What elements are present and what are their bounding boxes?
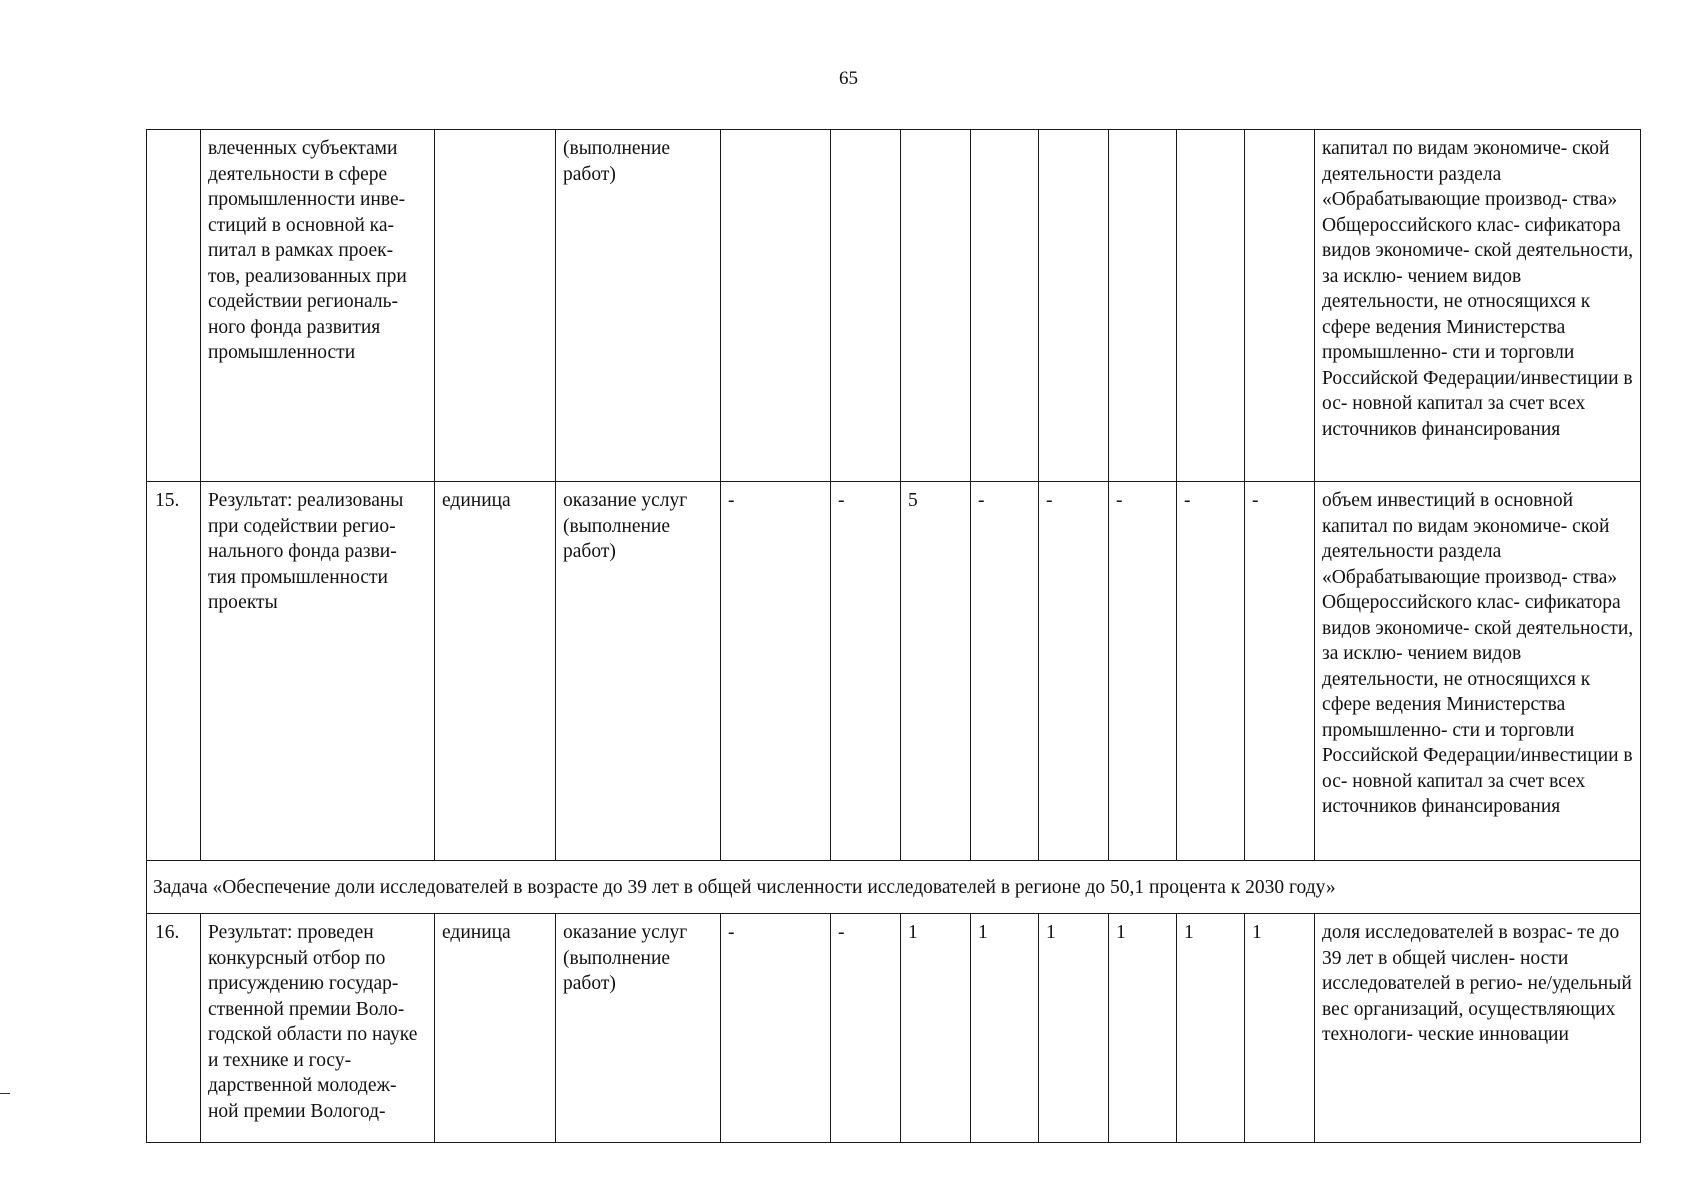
task-row <box>147 861 1641 914</box>
result-name-cell: Результат: реализованы при содействии регио- нального фонда разви- тия промышленности проекты <box>201 482 435 861</box>
value-cell: - <box>721 914 831 1143</box>
row-number-cell: 15. <box>147 482 201 861</box>
value-cell <box>1109 130 1177 482</box>
value-cell: - <box>971 482 1039 861</box>
value-cell <box>901 130 971 482</box>
document-table-container <box>146 129 1640 1143</box>
value-cell: 1 <box>1039 914 1109 1143</box>
value-cell <box>1245 130 1315 482</box>
results-table <box>146 129 1641 1143</box>
linked-indicator-cell: объем инвестиций в основной капитал по видам экономиче- ской деятельности раздела «Обрабатывающие производ- ства» Общероссийского клас- сификатора видов экономиче- ской деятельности, за исклю- чением видов деятельности, не относящихся к сфере ведения Министерства промышленно- сти и торговли Российской Федерации/инвестиции в ос- новной капитал за счет всех источников финансирования <box>1315 482 1641 861</box>
value-cell: - <box>831 482 901 861</box>
value-cell: 1 <box>971 914 1039 1143</box>
value-cell: 5 <box>901 482 971 861</box>
value-cell: - <box>1039 482 1109 861</box>
row-number-cell: 16. <box>147 914 201 1143</box>
table-row <box>147 914 1641 1143</box>
result-type-cell: оказание услуг (выполнение работ) <box>556 482 721 861</box>
value-cell: 1 <box>1109 914 1177 1143</box>
result-name-cell: влеченных субъектами деятельности в сфере промышленности инве- стиций в основной ка- питал в рамках проек- тов, реализованных при содействии региональ- ного фонда развития промышленности <box>201 130 435 482</box>
value-cell: - <box>831 914 901 1143</box>
value-cell: 1 <box>1177 914 1245 1143</box>
linked-indicator-cell: капитал по видам экономиче- ской деятельности раздела «Обрабатывающие производ- ства» Общероссийского клас- сификатора видов экономиче- ской деятельности, за исклю- чением видов деятельности, не относящихся к сфере ведения Министерства промышленно- сти и торговли Российской Федерации/инвестиции в ос- новной капитал за счет всех источников финансирования <box>1315 130 1641 482</box>
unit-cell: единица <box>435 914 556 1143</box>
value-cell <box>721 130 831 482</box>
value-cell <box>1039 130 1109 482</box>
scan-margin-mark <box>0 1093 10 1094</box>
value-cell: 1 <box>901 914 971 1143</box>
value-cell: - <box>1245 482 1315 861</box>
unit-cell: единица <box>435 482 556 861</box>
value-cell: - <box>1109 482 1177 861</box>
value-cell <box>1177 130 1245 482</box>
row-number-cell <box>147 130 201 482</box>
unit-cell <box>435 130 556 482</box>
value-cell: - <box>721 482 831 861</box>
value-cell <box>971 130 1039 482</box>
value-cell: - <box>1177 482 1245 861</box>
result-type-cell: (выполнение работ) <box>556 130 721 482</box>
table-row <box>147 482 1641 861</box>
result-name-cell: Результат: проведен конкурсный отбор по присуждению государ- ственной премии Воло- годской области по науке и технике и госу- дарственной молодеж- ной премии Вологод- <box>201 914 435 1143</box>
linked-indicator-cell: доля исследователей в возрас- те до 39 лет в общей числен- ности исследователей в регио- не/удельный вес организаций, осуществляющих технологи- ческие инновации <box>1315 914 1641 1143</box>
result-type-cell: оказание услуг (выполнение работ) <box>556 914 721 1143</box>
value-cell <box>831 130 901 482</box>
task-heading-cell: Задача «Обеспечение доли исследователей в возрасте до 39 лет в общей численности исследователей в регионе до 50,1 процента к 2030 году» <box>147 861 1641 914</box>
value-cell: 1 <box>1245 914 1315 1143</box>
table-row <box>147 130 1641 482</box>
page-number: 65 <box>839 68 858 89</box>
